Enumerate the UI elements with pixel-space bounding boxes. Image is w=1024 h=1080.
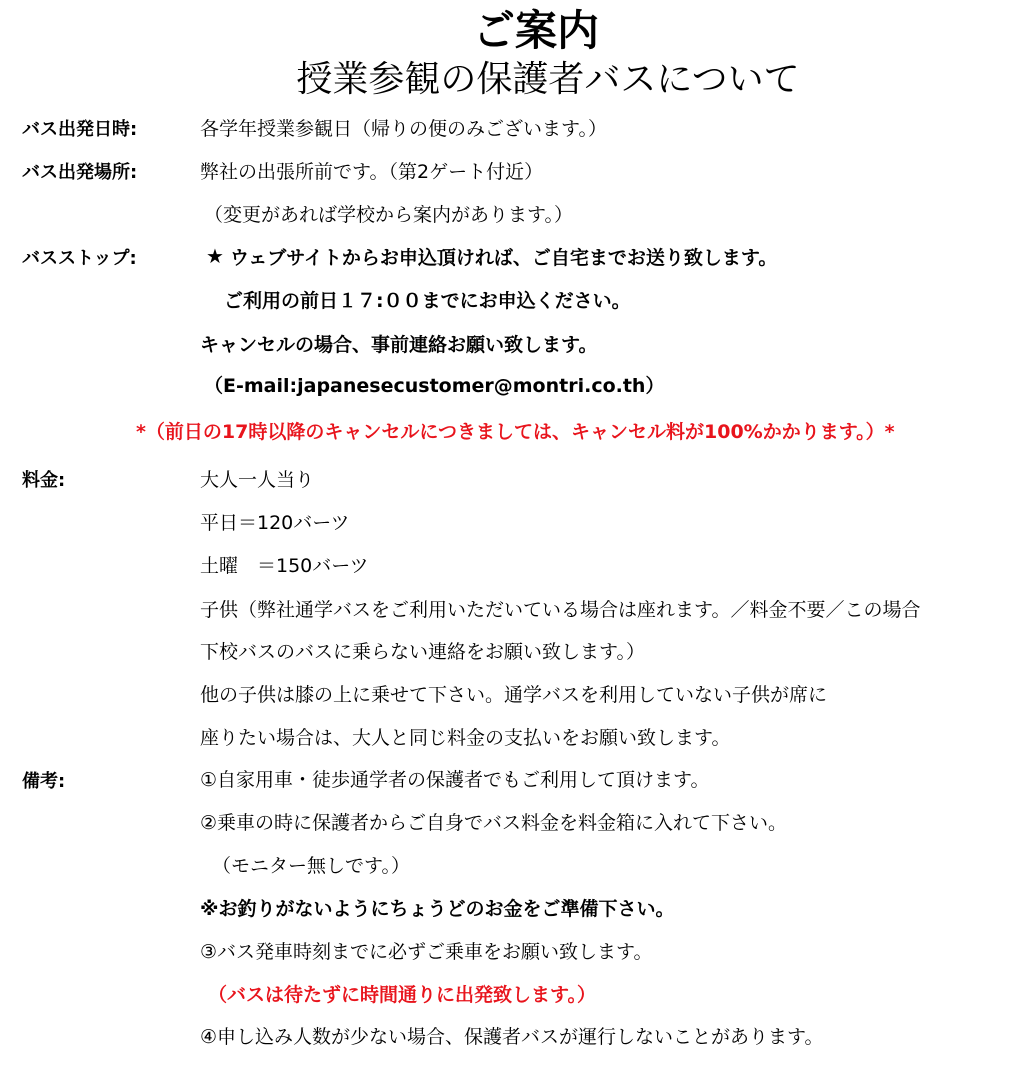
star-icon: ★	[206, 244, 224, 268]
note-exact-change: ※お釣りがないようにちょうどのお金をご準備下さい。	[200, 898, 675, 920]
departure-place-note: （変更があれば学校から案内があります。）	[204, 204, 573, 226]
bus-stop-email: （E-mail:japanesecustomer@montri.co.th）	[204, 375, 665, 397]
departure-time-text: 各学年授業参観日（帰りの便のみございます。）	[200, 118, 607, 140]
fee-line-seat: 座りたい場合は、大人と同じ料金の支払いをお願い致します。	[200, 727, 731, 749]
fee-line-other-child: 他の子供は膝の上に乗せて下さい。通学バスを利用していない子供が席に	[200, 684, 828, 706]
bus-stop-label: バスストップ:	[22, 248, 137, 269]
fee-line-saturday: 土曜 ＝150バーツ	[200, 555, 369, 577]
note-3: ③バス発車時刻までに必ずご乗車をお願い致します。	[200, 941, 653, 963]
page-title: ご案内	[472, 6, 599, 55]
note-4: ④申し込み人数が少ない場合、保護者バスが運行しないことがあります。	[200, 1026, 824, 1048]
notes-label: 備考:	[22, 771, 66, 792]
bus-stop-cancel: キャンセルの場合、事前連絡お願い致します。	[200, 334, 598, 356]
departure-place-label: バス出発場所:	[22, 162, 138, 183]
page-subtitle: 授業参観の保護者バスについて	[296, 59, 800, 100]
fee-line-adult: 大人一人当り	[200, 469, 315, 491]
note-2: ②乗車の時に保護者からご自身でバス料金を料金箱に入れて下さい。	[200, 812, 788, 834]
note-1: ①自家用車・徒歩通学者の保護者でもご利用して頂けます。	[200, 769, 710, 791]
cancellation-warning: *（前日の17時以降のキャンセルにつきましては、キャンセル料が100%かかります。）*	[136, 421, 895, 443]
bus-stop-deadline: ご利用の前日１７:００までにお申込ください。	[224, 290, 631, 312]
departure-time-label: バス出発日時:	[22, 119, 138, 140]
departure-place-text: 弊社の出張所前です。（第2ゲート付近）	[200, 161, 544, 183]
fee-line-child: 子供（弊社通学バスをご利用いただいている場合は座れます。／料金不要／この場合	[200, 599, 921, 621]
fee-line-child-note: 下校バスのバスに乗らない連絡をお願い致します。）	[200, 641, 645, 663]
fee-line-weekday: 平日＝120バーツ	[200, 512, 350, 534]
fee-label: 料金:	[22, 470, 66, 491]
note-2-monitor: （モニター無しです。）	[212, 855, 410, 877]
note-3-warning: （バスは待たずに時間通りに出発致します。）	[208, 984, 596, 1006]
bus-stop-text: ウェブサイトからお申込頂ければ、ご自宅までお送り致します。	[230, 247, 778, 269]
